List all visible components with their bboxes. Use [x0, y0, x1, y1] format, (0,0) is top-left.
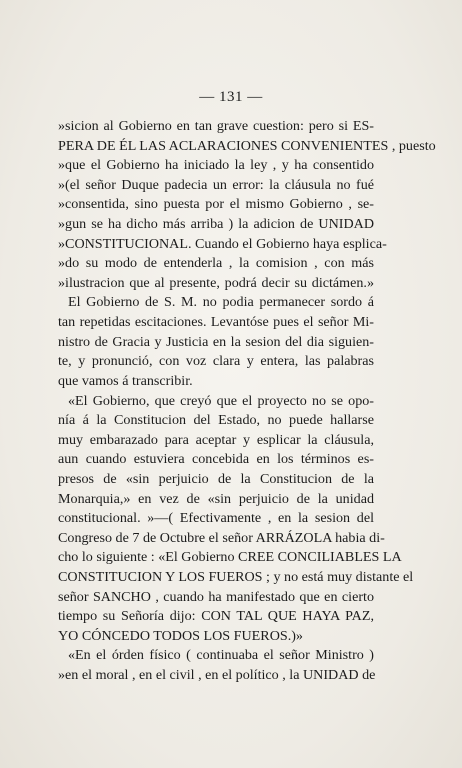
text-line: «El Gobierno, que creyó que el proyecto no se opo- — [68, 392, 374, 409]
text-line: »(el señor Duque padecia un error: la cláusula no fué — [58, 176, 374, 193]
text-line: muy embarazado para aceptar y esplicar la cláusula, — [58, 431, 374, 448]
text-line: Congreso de 7 de Octubre el señor ARRÁZOLA habia di- — [58, 529, 385, 546]
text-line: »CONSTITUCIONAL. Cuando el Gobierno haya esplica- — [58, 235, 387, 252]
text-line: «En el órden físico ( continuaba el señor Ministro ) — [68, 647, 374, 664]
text-line: CONSTITUCION Y LOS FUEROS ; y no está muy distante el — [58, 569, 414, 586]
text-line: »ilustracion que al presente, podrá decir su dictámen.» — [58, 274, 374, 291]
text-line: presos de «sin perjuicio de la Constitucion de la — [58, 470, 374, 487]
text-line: que vamos á transcribir. — [58, 372, 193, 389]
page-number: — 131 — — [199, 89, 263, 105]
text-line: »gun se ha dicho más arriba ) la adicion de UNIDAD — [58, 216, 374, 233]
text-line: »sicion al Gobierno en tan grave cuestion: pero si ES- — [58, 118, 374, 134]
text-line: te, y pronunció, con voz clara y entera, las palabras — [58, 353, 374, 370]
text-line: YO CÓNCEDO TODOS LOS FUEROS.)» — [58, 627, 303, 644]
text-line: El Gobierno de S. M. no podia permanecer sordo á — [68, 294, 374, 311]
text-line: »que el Gobierno ha iniciado la ley , y ha consentido — [58, 157, 374, 174]
text-line: »consentida, sino puesta por el mismo Gobierno , se- — [58, 196, 374, 213]
text-line: cho lo siguiente : «El Gobierno CREE CONCILIABLES LA — [58, 549, 402, 566]
text-line: »en el moral , en el civil , en el político , la UNIDAD de — [58, 667, 376, 684]
text-line: aun cuando estuviera concebida en los términos es- — [58, 451, 374, 468]
text-line: tan repetidas escitaciones. Levantóse pues el señor Mi- — [58, 314, 374, 331]
text-line: constitucional. »—( Efectivamente , en la sesion del — [58, 510, 374, 527]
text-line: nistro de Gracia y Justicia en la sesion del dia siguien- — [58, 333, 374, 350]
text-line: PERA DE ÉL LAS ACLARACIONES CONVENIENTES , puesto — [58, 137, 436, 154]
text-line: nía á la Constitucion del Estado, no puede hallarse — [58, 412, 374, 429]
body-text — [58, 117, 436, 686]
text-line: tiempo su Señoría dijo: CON TAL QUE HAYA PAZ, — [58, 608, 374, 625]
text-line: Monarquia,» en vez de «sin perjuicio de la unidad — [58, 490, 374, 507]
text-line: señor SANCHO , cuando ha manifestado que en cierto — [58, 588, 374, 605]
text-line: »do su modo de entenderla , la comision , con más — [58, 255, 374, 272]
